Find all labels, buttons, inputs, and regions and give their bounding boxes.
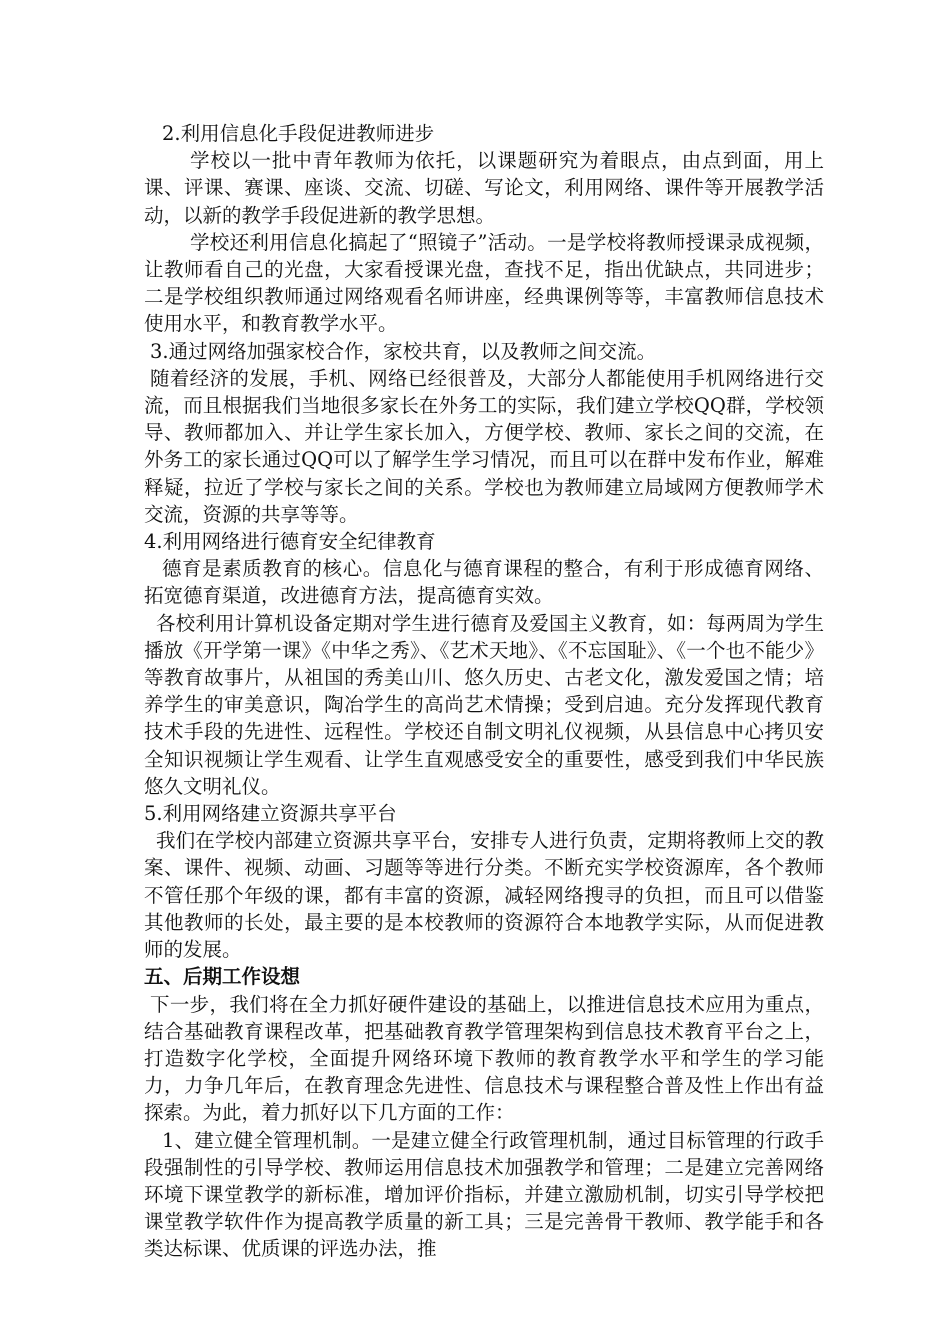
paragraph-8: 各校利用计算机设备定期对学生进行德育及爱国主义教育，如：每两周为学生播放《开学第一课》《中华之秀》、《艺术天地》、《不忘国耻》、《一个也不能少》等教育故事片，从祖国的秀美山川、悠久历史、古老文化，激发爱国之情；培养学生的审美意识，陶冶学生的高尚艺术情操；受到启迪。充分发挥现代教育技术手段的先进性、远程性。学校还自制文明礼仪视频，从县信息中心拷贝安全知识视频让学生观看、让学生直观感受安全的重要性，感受到我们中华民族悠久文明礼仪。	[144, 611, 824, 798]
paragraph-12: 下一步，我们将在全力抓好硬件建设的基础上，以推进信息技术应用为重点，结合基础教育课程改革，把基础教育教学管理架构到信息技术教育平台之上，打造数字化学校，全面提升网络环境下教师的教育教学水平和学生的学习能力，力争几年后，在教育理念先进性、信息技术与课程整合普及性上作出有益探索。为此，着力抓好以下几方面的工作：	[144, 992, 824, 1125]
paragraph-10: 我们在学校内部建立资源共享平台，安排专人进行负责，定期将教师上交的教案、课件、视频、动画、习题等等进行分类。不断充实学校资源库，各个教师不管任那个年级的课，都有丰富的资源，减轻网络搜寻的负担，而且可以借鉴其他教师的长处，最主要的是本校教师的资源符合本地教学实际，从而促进教师的发展。	[144, 829, 824, 962]
paragraph-4: 3.通过网络加强家校合作，家校共育，以及教师之间交流。	[150, 339, 657, 363]
paragraph-7: 德育是素质教育的核心。信息化与德育课程的整合，有利于形成德育网络、拓宽德育渠道，改进德育方法，提高德育实效。	[144, 557, 824, 608]
paragraph-1: 2.利用信息化手段促进教师进步	[162, 122, 435, 145]
section-heading: 五、后期工作设想	[144, 965, 301, 989]
paragraph-9: 5.利用网络建立资源共享平台	[144, 802, 397, 826]
paragraph-6: 4.利用网络进行德育安全纪律教育	[144, 530, 436, 554]
paragraph-5: 随着经济的发展，手机、网络已经很普及，大部分人都能使用手机网络进行交流，而且根据我们当地很多家长在外务工的实际，我们建立学校QQ群，学校领导、教师都加入、并让学生家长加入，方便学校、教师、家长之间的交流，在外务工的家长通过QQ可以了解学生学习情况，而且可以在群中发布作业，解难释疑，拉近了学校与家长之间的关系。学校也为教师建立局域网方便教师学术交流，资源的共享等等。	[144, 366, 824, 526]
paragraph-2: 学校以一批中青年教师为依托，以课题研究为着眼点，由点到面，用上课、评课、赛课、座谈、交流、切磋、写论文，利用网络、课件等开展教学活动，以新的教学手段促进新的教学思想。	[144, 149, 824, 227]
document-page	[144, 120, 824, 1263]
paragraph-13: 1、建立健全管理机制。一是建立健全行政管理机制，通过目标管理的行政手段强制性的引导学校、教师运用信息技术加强教学和管理；二是建立完善网络环境下课堂教学的新标准，增加评价指标，并建立激励机制，切实引导学校把课堂教学软件作为提高教学质量的新工具；三是完善骨干教师、教学能手和各类达标课、优质课的评选办法，推	[144, 1128, 824, 1261]
paragraph-3: 学校还利用信息化搞起了“照镜子”活动。一是学校将教师授课录成视频，让教师看自己的光盘，大家看授课光盘，查找不足，指出优缺点，共同进步；二是学校组织教师通过网络观看名师讲座，经典课例等等，丰富教师信息技术使用水平，和教育教学水平。	[144, 230, 824, 336]
